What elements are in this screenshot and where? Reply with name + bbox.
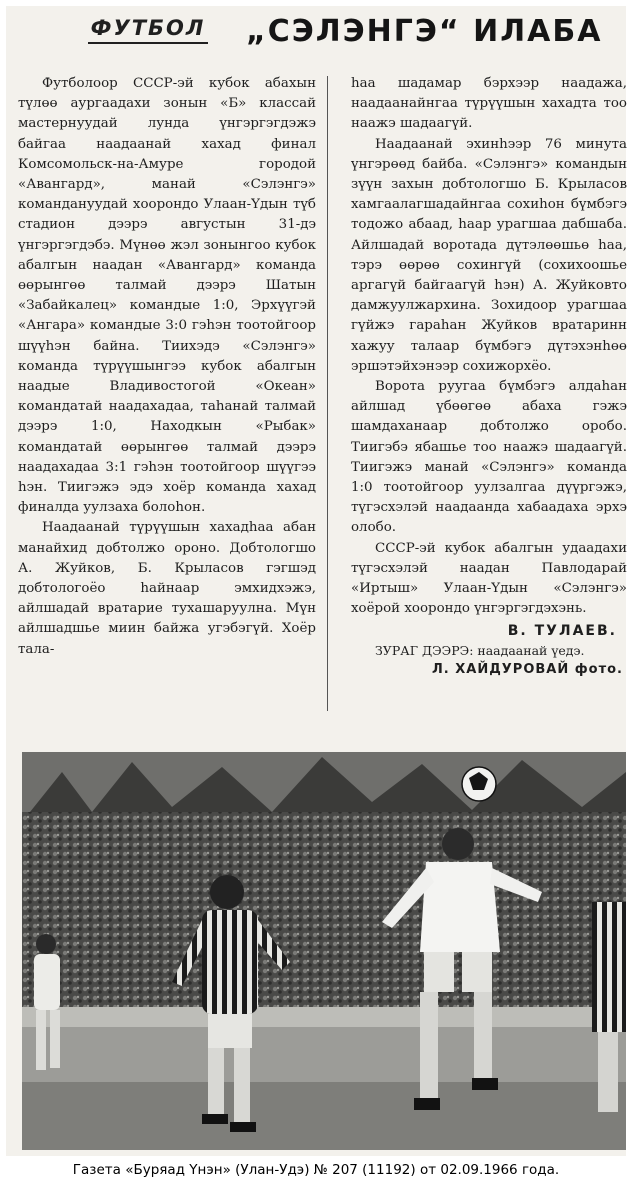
- article-paragraph: Ворота руугаа бүмбэгэ алдаһан айлшад үбөөгөө абаха гэжэ шамдаханаар добтолжо оробо. Тиигэбэ ябашье тоо наажэ шадаагүй. Тиигэжэ манай «Сэлэнгэ» команда 1:0 тоотойгоор уулзалгаа дүүргэжэ, түгэсхэлэй наадаанда хабаадаха эрхэ олобо.: [351, 379, 627, 536]
- column-divider: [327, 76, 328, 711]
- article-paragraph: СССР-эй кубок абалгын удаадахи түгэсхэлэй наадан Павлодарай «Иртыш» Улаан-Үдын «Сэлэнгэ» хоёрой хоорондо үнгэргэгдэхэнь.: [351, 540, 627, 617]
- source-caption: Газета «Буряад Үнэн» (Улан-Удэ) № 207 (11192) от 02.09.1966 года.: [72, 1162, 560, 1178]
- author-signature: В. ТУЛАЕВ.: [507, 623, 617, 640]
- article-paragraph: һаа шадамар бэрхээр наадажа, наадаанайнгаа түрүүшын хахадта тоо наажэ шадаагүй.: [351, 76, 627, 132]
- article-paragraph: Футболоор СССР-эй кубок абахын түлөө аургаадахи зонын «Б» классай мастернуудай лунда үнгэргэгдэжэ байгаа наадаанай хахад финал Комсомольск-на-Амуре городой «Авангард», манай «Сэлэнгэ» командануудай хоорондо Улаан-Үдын түб стадион дээрэ августын 31-дэ үнгэргэгдэбэ. Мүнөө жэл зонынгоо кубок абалгын наадан «Авангард» команда өөрынгөө талмай дээрэ Шатын «Забайкалец» командые 1:0, Эрхүүгэй «Ангара» командые 3:0 гэһэн тоотойгоор шүүһэн байна. Тиихэдэ «Сэлэнгэ» команда түрүүшынгээ кубок абалгын наадые Владивостогой «Океан» командатай наадахадаа, таһанай талмай дээрэ 1:0, Находкын «Рыбак» командатай өөрынгөө талмай дээрэ наадахадаа 3:1 гэһэн тоотойгоор шүүгээ һэн. Тиигэжэ эдэ хоёр команда хахад финалда уулзаха болоһон.: [18, 76, 316, 516]
- football-ball: [462, 767, 496, 801]
- match-photo-image: [22, 752, 626, 1150]
- headline: „СЭЛЭНГЭ“ ИЛАБА: [246, 14, 603, 49]
- rubric-label: ФУТБОЛ: [88, 16, 208, 44]
- newspaper-clipping: [6, 6, 626, 1156]
- photographer-credit: Л. ХАЙДУРОВАЙ фото.: [431, 661, 623, 677]
- article-paragraph: Наадаанай түрүүшын хахадһаа абан манайхид добтолжо ороно. Добтологшо А. Жуйков, Б. Крыласов гэгшэд добтологоёо һайнаар эмхидхэжэ, айлшадай вратарие тухашаруулна. Мүн айлшадшье миин байжа угэбэгүй. Хоёр тала-: [18, 520, 316, 657]
- article-column-left: [18, 74, 316, 660]
- article-paragraph: Наадаанай эхинһээр 76 минута үнгэрөөд байба. «Сэлэнгэ» командын зүүн захын добтологшо Б. Крыласов хамгаалагшадайнгаа сохиһон бүмбэгэ тодожо абаад, һаар урагшаа дабшаба. Айлшадай воротада дүтэлөөшьө һаа, тэрэ өөрөө сохингүй (сохихоошье аргагүй байгаагүй һэн) А. Жуйковто дамжуулжархина. Зохидоор урагшаа гүйжэ гараһан Жуйков вратаринн хажуу талаар бүмбэгэ дүтэхэнһөө эршэтэйхэнээр сохижорхёо.: [351, 136, 627, 374]
- article-column-right: [351, 74, 627, 680]
- match-photo: [22, 752, 626, 1150]
- photo-caption: ЗУРАГ ДЭЭРЭ: наадаанай үедэ.: [375, 642, 585, 658]
